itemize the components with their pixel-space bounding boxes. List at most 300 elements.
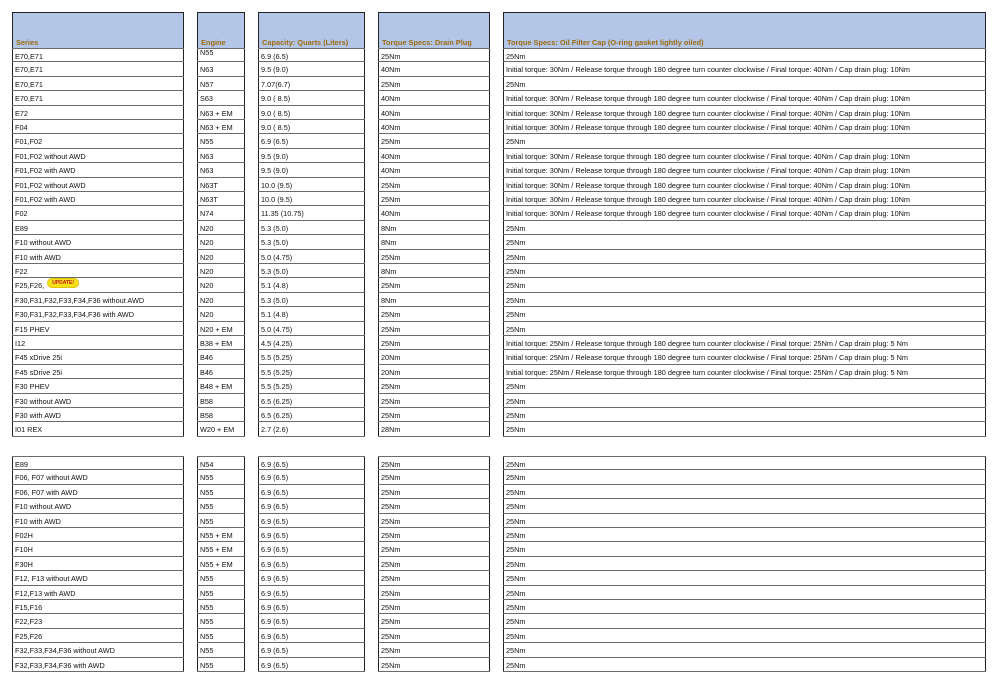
cell-engine[interactable] [197, 149, 245, 163]
cell-series[interactable] [12, 643, 184, 657]
cell-capacity[interactable] [258, 192, 365, 206]
header-capacity-label: Capacity: Quarts (Liters) [262, 38, 349, 47]
engine-text: N63 [200, 166, 214, 176]
cell-filter[interactable] [503, 106, 986, 120]
filter-text: 25Nm [506, 425, 526, 435]
cell-drain[interactable] [378, 221, 490, 235]
cell-capacity[interactable] [258, 336, 365, 350]
drain-text: 25Nm [381, 396, 401, 406]
cell-engine[interactable] [197, 658, 245, 672]
cell-capacity[interactable] [258, 485, 365, 499]
table-row [0, 528, 995, 542]
header-capacity[interactable] [258, 12, 365, 48]
cell-engine[interactable] [197, 91, 245, 105]
cell-drain[interactable] [378, 120, 490, 134]
cell-engine[interactable] [197, 557, 245, 571]
cell-series[interactable] [12, 221, 184, 235]
capacity-text: 6.9 (6.5) [261, 487, 289, 497]
cell-filter[interactable] [503, 394, 986, 408]
cell-capacity[interactable] [258, 422, 365, 436]
table-row [0, 350, 995, 364]
cell-engine[interactable] [197, 134, 245, 148]
cell-series[interactable] [12, 365, 184, 379]
cell-capacity[interactable] [258, 278, 365, 292]
capacity-text: 9.5 (9.0) [261, 151, 289, 161]
cell-engine[interactable] [197, 571, 245, 585]
cell-capacity[interactable] [258, 106, 365, 120]
cell-series[interactable] [12, 120, 184, 134]
cell-filter[interactable] [503, 658, 986, 672]
cell-series[interactable] [12, 600, 184, 614]
filter-text: 25Nm [506, 411, 526, 420]
cell-engine[interactable] [197, 106, 245, 120]
series-text: F30 without AWD [15, 396, 72, 406]
cell-engine[interactable] [197, 221, 245, 235]
cell-engine[interactable] [197, 586, 245, 600]
filter-text: Initial torque: 30Nm / Release torque through 180 degree turn counter clockwise / Final torque: 40Nm / Cap drain plug: 10Nm [506, 108, 910, 118]
cell-drain[interactable] [378, 542, 490, 556]
filter-text: 25Nm [506, 531, 526, 540]
cell-filter[interactable] [503, 629, 986, 643]
cell-drain[interactable] [378, 134, 490, 148]
cell-capacity[interactable] [258, 514, 365, 528]
cell-capacity[interactable] [258, 365, 365, 379]
cell-drain[interactable] [378, 62, 490, 76]
table-row [0, 91, 995, 105]
cell-series[interactable] [12, 206, 184, 220]
capacity-text: 10.0 (9.5) [261, 180, 293, 190]
cell-engine[interactable] [197, 614, 245, 628]
cell-series[interactable] [12, 394, 184, 408]
drain-text: 25Nm [381, 631, 401, 641]
cell-series[interactable] [12, 557, 184, 571]
cell-filter[interactable] [503, 91, 986, 105]
cell-drain[interactable] [378, 192, 490, 206]
filter-text: 25Nm [506, 473, 526, 483]
cell-drain[interactable] [378, 557, 490, 571]
cell-series[interactable] [12, 250, 184, 264]
filter-text: 25Nm [506, 252, 526, 262]
cell-capacity[interactable] [258, 528, 365, 542]
cell-drain[interactable] [378, 106, 490, 120]
table-row [0, 658, 995, 672]
cell-capacity[interactable] [258, 120, 365, 134]
cell-engine[interactable] [197, 120, 245, 134]
cell-engine[interactable] [197, 350, 245, 364]
capacity-text: 6.9 (6.5) [261, 588, 289, 598]
cell-capacity[interactable] [258, 149, 365, 163]
cell-engine[interactable] [197, 62, 245, 76]
cell-filter[interactable] [503, 408, 986, 422]
cell-series[interactable] [12, 456, 184, 470]
cell-engine[interactable] [197, 307, 245, 321]
drain-text: 8Nm [381, 295, 397, 305]
capacity-text: 2.7 (2.6) [261, 425, 289, 435]
cell-series[interactable] [12, 91, 184, 105]
cell-series[interactable] [12, 134, 184, 148]
cell-engine[interactable] [197, 235, 245, 249]
cell-capacity[interactable] [258, 499, 365, 513]
cell-engine[interactable] [197, 178, 245, 192]
drain-text: 40Nm [381, 123, 401, 132]
cell-engine[interactable] [197, 542, 245, 556]
filter-text: 25Nm [506, 324, 526, 334]
header-oil-filter-cap[interactable] [503, 12, 986, 48]
cell-drain[interactable] [378, 350, 490, 364]
drain-text: 8Nm [381, 267, 397, 276]
table-row [0, 264, 995, 278]
series-text: F22,F23 [15, 617, 43, 627]
drain-text: 20Nm [381, 367, 401, 377]
cell-filter[interactable] [503, 542, 986, 556]
cell-capacity[interactable] [258, 264, 365, 278]
cell-series[interactable] [12, 77, 184, 91]
cell-drain[interactable] [378, 514, 490, 528]
cell-series[interactable] [12, 571, 184, 585]
cell-drain[interactable] [378, 293, 490, 307]
cell-series[interactable] [12, 499, 184, 513]
cell-filter[interactable] [503, 278, 986, 292]
table-row [0, 163, 995, 177]
cell-series[interactable] [12, 322, 184, 336]
cell-filter[interactable] [503, 600, 986, 614]
cell-filter[interactable] [503, 206, 986, 220]
cell-capacity[interactable] [258, 77, 365, 91]
cell-filter[interactable] [503, 586, 986, 600]
cell-drain[interactable] [378, 485, 490, 499]
filter-text: Initial torque: 30Nm / Release torque through 180 degree turn counter clockwise / Final torque: 40Nm / Cap drain plug: 10Nm [506, 180, 910, 190]
drain-text: 25Nm [381, 603, 401, 612]
cell-engine[interactable] [197, 336, 245, 350]
cell-drain[interactable] [378, 528, 490, 542]
cell-drain[interactable] [378, 91, 490, 105]
cell-capacity[interactable] [258, 350, 365, 364]
cell-capacity[interactable] [258, 206, 365, 220]
table-row [0, 557, 995, 571]
cell-capacity[interactable] [258, 250, 365, 264]
engine-text: N55 [200, 48, 214, 57]
engine-text: N55 [200, 660, 214, 670]
cell-engine[interactable] [197, 206, 245, 220]
drain-text: 40Nm [381, 151, 401, 161]
cell-drain[interactable] [378, 470, 490, 484]
cell-capacity[interactable] [258, 586, 365, 600]
cell-engine[interactable] [197, 629, 245, 643]
header-drain-plug[interactable] [378, 12, 490, 48]
cell-engine[interactable] [197, 250, 245, 264]
capacity-text: 6.9 (6.5) [261, 603, 289, 612]
cell-filter[interactable] [503, 557, 986, 571]
cell-series[interactable] [12, 235, 184, 249]
cell-drain[interactable] [378, 278, 490, 292]
cell-filter[interactable] [503, 514, 986, 528]
table-row [0, 48, 995, 62]
cell-filter[interactable] [503, 62, 986, 76]
cell-filter[interactable] [503, 571, 986, 585]
cell-filter[interactable] [503, 643, 986, 657]
cell-drain[interactable] [378, 499, 490, 513]
cell-filter[interactable] [503, 485, 986, 499]
table-row [0, 456, 995, 470]
cell-filter[interactable] [503, 614, 986, 628]
cell-engine[interactable] [197, 456, 245, 470]
cell-drain[interactable] [378, 571, 490, 585]
table-row [0, 336, 995, 350]
series-text: F30H [15, 559, 33, 569]
engine-text: N63 [200, 65, 214, 75]
cell-drain[interactable] [378, 658, 490, 672]
capacity-text: 10.0 (9.5) [261, 195, 293, 204]
cell-engine[interactable] [197, 163, 245, 177]
cell-drain[interactable] [378, 629, 490, 643]
cell-series[interactable] [12, 470, 184, 484]
cell-engine[interactable] [197, 422, 245, 436]
engine-text: N74 [200, 209, 214, 219]
cell-drain[interactable] [378, 206, 490, 220]
cell-filter[interactable] [503, 307, 986, 321]
filter-text: Initial torque: 25Nm / Release torque through 180 degree turn counter clockwise / Final torque: 25Nm / Cap drain plug: 5 Nm [506, 339, 908, 348]
cell-engine[interactable] [197, 278, 245, 292]
cell-series[interactable] [12, 408, 184, 422]
cell-filter[interactable] [503, 322, 986, 336]
cell-filter[interactable] [503, 221, 986, 235]
cell-capacity[interactable] [258, 379, 365, 393]
drain-text: 28Nm [381, 425, 401, 435]
cell-series[interactable] [12, 149, 184, 163]
engine-text: N20 [200, 310, 214, 320]
cell-series[interactable] [12, 485, 184, 499]
engine-text: N20 [200, 223, 214, 233]
cell-engine[interactable] [197, 379, 245, 393]
cell-capacity[interactable] [258, 221, 365, 235]
cell-capacity[interactable] [258, 134, 365, 148]
cell-capacity[interactable] [258, 163, 365, 177]
cell-engine[interactable] [197, 514, 245, 528]
series-text: F01,F02 with AWD [15, 166, 76, 176]
cell-series[interactable] [12, 106, 184, 120]
cell-drain[interactable] [378, 408, 490, 422]
cell-capacity[interactable] [258, 307, 365, 321]
cell-capacity[interactable] [258, 643, 365, 657]
cell-capacity[interactable] [258, 48, 365, 62]
cell-drain[interactable] [378, 379, 490, 393]
cell-engine[interactable] [197, 48, 245, 62]
cell-capacity[interactable] [258, 408, 365, 422]
cell-series[interactable] [12, 192, 184, 206]
cell-drain[interactable] [378, 322, 490, 336]
cell-capacity[interactable] [258, 322, 365, 336]
cell-filter[interactable] [503, 120, 986, 134]
filter-text: Initial torque: 30Nm / Release torque through 180 degree turn counter clockwise / Final torque: 40Nm / Cap drain plug: 10Nm [506, 209, 910, 219]
cell-drain[interactable] [378, 394, 490, 408]
cell-series[interactable] [12, 48, 184, 62]
table-row [0, 643, 995, 657]
cell-capacity[interactable] [258, 470, 365, 484]
cell-series[interactable] [12, 528, 184, 542]
cell-series[interactable] [12, 514, 184, 528]
series-text: F06, F07 with AWD [15, 487, 78, 497]
drain-text: 8Nm [381, 238, 397, 248]
cell-drain[interactable] [378, 643, 490, 657]
cell-drain[interactable] [378, 307, 490, 321]
cell-engine[interactable] [197, 485, 245, 499]
cell-series[interactable] [12, 163, 184, 177]
series-text: E89 [15, 223, 28, 233]
engine-text: S63 [200, 94, 213, 104]
cell-filter[interactable] [503, 470, 986, 484]
capacity-text: 6.5 (6.25) [261, 411, 293, 420]
cell-drain[interactable] [378, 235, 490, 249]
cell-drain[interactable] [378, 600, 490, 614]
cell-drain[interactable] [378, 422, 490, 436]
cell-filter[interactable] [503, 499, 986, 513]
cell-drain[interactable] [378, 365, 490, 379]
table-row [0, 614, 995, 628]
series-text: F30,F31,F32,F33,F34,F36 without AWD [15, 295, 145, 305]
cell-filter[interactable] [503, 422, 986, 436]
cell-engine[interactable] [197, 470, 245, 484]
cell-series[interactable] [12, 336, 184, 350]
cell-filter[interactable] [503, 264, 986, 278]
cell-series[interactable] [12, 379, 184, 393]
table-row [0, 485, 995, 499]
drain-text: 25Nm [381, 339, 401, 348]
cell-series[interactable] [12, 178, 184, 192]
cell-engine[interactable] [197, 322, 245, 336]
cell-series[interactable] [12, 586, 184, 600]
cell-engine[interactable] [197, 264, 245, 278]
drain-text: 25Nm [381, 382, 401, 392]
capacity-text: 6.9 (6.5) [261, 531, 289, 540]
cell-drain[interactable] [378, 264, 490, 278]
capacity-text: 6.9 (6.5) [261, 617, 289, 627]
table-row [0, 629, 995, 643]
cell-series[interactable] [12, 62, 184, 76]
cell-filter[interactable] [503, 528, 986, 542]
cell-capacity[interactable] [258, 658, 365, 672]
cell-engine[interactable] [197, 77, 245, 91]
cell-filter[interactable] [503, 178, 986, 192]
cell-capacity[interactable] [258, 178, 365, 192]
cell-series[interactable] [12, 307, 184, 321]
cell-filter[interactable] [503, 134, 986, 148]
cell-series[interactable] [12, 658, 184, 672]
cell-filter[interactable] [503, 192, 986, 206]
cell-engine[interactable] [197, 408, 245, 422]
cell-engine[interactable] [197, 528, 245, 542]
filter-text: 25Nm [506, 382, 526, 392]
series-text: F12, F13 without AWD [15, 574, 88, 584]
cell-filter[interactable] [503, 365, 986, 379]
cell-capacity[interactable] [258, 62, 365, 76]
cell-engine[interactable] [197, 643, 245, 657]
capacity-text: 5.5 (5.25) [261, 353, 293, 363]
header-series[interactable] [12, 12, 184, 48]
cell-filter[interactable] [503, 456, 986, 470]
cell-filter[interactable] [503, 163, 986, 177]
cell-capacity[interactable] [258, 456, 365, 470]
cell-engine[interactable] [197, 499, 245, 513]
cell-capacity[interactable] [258, 394, 365, 408]
series-text: F02 [15, 209, 28, 219]
cell-drain[interactable] [378, 586, 490, 600]
cell-engine[interactable] [197, 293, 245, 307]
cell-series[interactable] [12, 614, 184, 628]
drain-text: 40Nm [381, 108, 401, 118]
cell-capacity[interactable] [258, 629, 365, 643]
cell-series[interactable] [12, 542, 184, 556]
cell-capacity[interactable] [258, 235, 365, 249]
cell-drain[interactable] [378, 456, 490, 470]
table-row [0, 307, 995, 321]
cell-drain[interactable] [378, 178, 490, 192]
header-engine[interactable] [197, 12, 245, 48]
cell-drain[interactable] [378, 250, 490, 264]
cell-engine[interactable] [197, 394, 245, 408]
cell-series[interactable] [12, 278, 184, 292]
filter-text: 25Nm [506, 137, 526, 147]
cell-capacity[interactable] [258, 600, 365, 614]
cell-series[interactable] [12, 350, 184, 364]
cell-drain[interactable] [378, 48, 490, 62]
cell-series[interactable] [12, 629, 184, 643]
engine-text: N63T [200, 180, 218, 190]
cell-filter[interactable] [503, 350, 986, 364]
drain-text: 40Nm [381, 65, 401, 75]
cell-drain[interactable] [378, 149, 490, 163]
cell-drain[interactable] [378, 614, 490, 628]
cell-capacity[interactable] [258, 293, 365, 307]
cell-filter[interactable] [503, 250, 986, 264]
cell-drain[interactable] [378, 336, 490, 350]
series-text: F10 without AWD [15, 238, 72, 248]
filter-text: 25Nm [506, 559, 526, 569]
cell-filter[interactable] [503, 235, 986, 249]
cell-capacity[interactable] [258, 91, 365, 105]
cell-capacity[interactable] [258, 557, 365, 571]
cell-drain[interactable] [378, 163, 490, 177]
cell-series[interactable] [12, 264, 184, 278]
cell-filter[interactable] [503, 149, 986, 163]
table-row [0, 470, 995, 484]
cell-engine[interactable] [197, 192, 245, 206]
series-text: E89 [15, 460, 28, 469]
cell-filter[interactable] [503, 293, 986, 307]
cell-filter[interactable] [503, 336, 986, 350]
filter-text: 25Nm [506, 516, 526, 526]
cell-series[interactable] [12, 422, 184, 436]
filter-text: Initial torque: 25Nm / Release torque through 180 degree turn counter clockwise / Final torque: 25Nm / Cap drain plug: 5 Nm [506, 353, 908, 363]
cell-engine[interactable] [197, 365, 245, 379]
table-row [0, 586, 995, 600]
cell-engine[interactable] [197, 600, 245, 614]
cell-series[interactable] [12, 293, 184, 307]
capacity-text: 5.3 (5.0) [261, 238, 289, 248]
cell-capacity[interactable] [258, 571, 365, 585]
cell-filter[interactable] [503, 379, 986, 393]
cell-capacity[interactable] [258, 542, 365, 556]
capacity-text: 9.0 ( 8.5) [261, 108, 291, 118]
cell-capacity[interactable] [258, 614, 365, 628]
series-text: E70,E71 [15, 65, 43, 75]
series-text: F32,F33,F34,F36 with AWD [15, 660, 105, 670]
cell-drain[interactable] [378, 77, 490, 91]
cell-filter[interactable] [503, 77, 986, 91]
capacity-text: 5.1 (4.8) [261, 310, 289, 320]
capacity-text: 6.9 (6.5) [261, 516, 289, 526]
engine-text: N20 [200, 281, 214, 291]
cell-filter[interactable] [503, 48, 986, 62]
